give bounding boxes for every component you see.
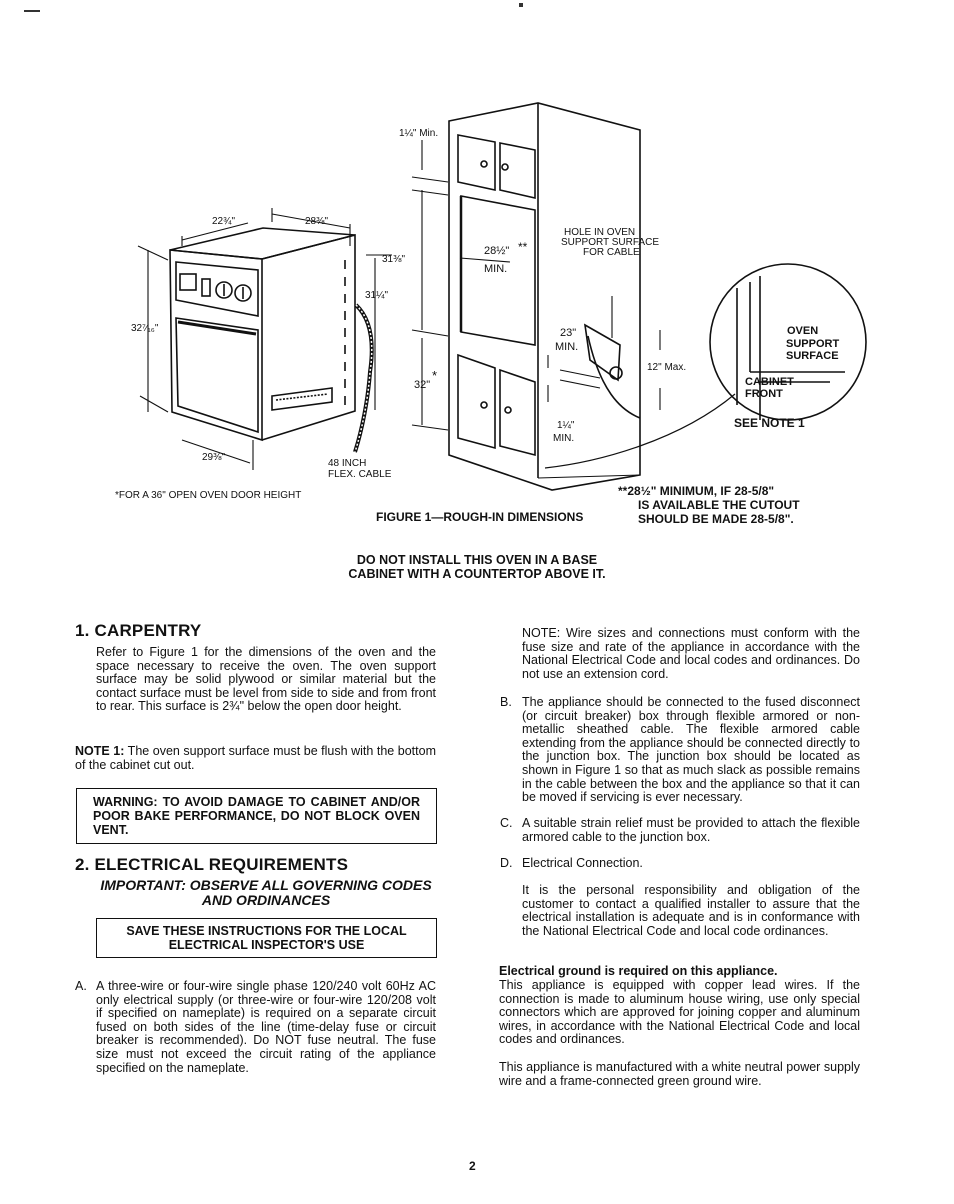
wire-size-note: NOTE: Wire sizes and connections must conform with the fuse size and rate of the appliance in accordance with the National Electrical Code and local codes and ordinances. Do not use an extension cord. <box>522 626 860 681</box>
dim-28-375: 28⅜" <box>305 216 329 227</box>
dim-22-75: 22¾" <box>212 216 236 227</box>
carpentry-body: Refer to Figure 1 for the dimensions of the oven and the space necessary to receive the oven. The oven support surface may be solid plywood or similar material but the contact surface must be level from side to side and from front to rear. This surface is 2¾" below the open door height. <box>96 645 436 714</box>
save-instructions-text: SAVE THESE INSTRUCTIONS FOR THE LOCAL ELECTRICAL INSPECTOR'S USE <box>126 924 407 952</box>
note-label: NOTE 1: <box>75 744 125 758</box>
cable-label-2: FLEX. CABLE <box>328 469 392 480</box>
item-a-label: A. <box>75 979 87 993</box>
dim-31-375: 31⅜" <box>382 254 406 265</box>
dim-28-5-stars: ** <box>518 240 528 254</box>
hole-label-2: SUPPORT SURFACE <box>561 237 659 248</box>
detail-circle <box>545 264 866 468</box>
dim-23: 23" <box>560 327 577 339</box>
footnote-2-line1: **28½" MINIMUM, IF 28-5/8" <box>618 484 775 498</box>
neutral-wire-paragraph: This appliance is manufactured with a white neutral power supply wire and a frame-connected green ground wire. <box>499 1060 860 1088</box>
save-instructions-box <box>96 918 437 958</box>
item-c-text: A suitable strain relief must be provided to attach the flexible armored cable to the junction box. <box>522 816 860 844</box>
dim-23-min: MIN. <box>555 341 579 353</box>
important-line2: AND ORDINANCES <box>201 892 331 908</box>
page-number: 2 <box>469 1159 476 1173</box>
item-d-label: D. <box>500 856 513 870</box>
oven-support-label-1: OVEN <box>787 325 819 337</box>
dim-28-5-min: MIN. <box>484 263 508 275</box>
dim-31-25: 31¼" <box>365 290 389 301</box>
vent-warning-text: WARNING: TO AVOID DAMAGE TO CABINET AND/OR POOR BAKE PERFORMANCE, DO NOT BLOCK OVEN VENT. <box>93 795 420 837</box>
install-warning-line2: CABINET WITH A COUNTERTOP ABOVE IT. <box>348 567 606 581</box>
dim-32-star: * <box>432 368 438 383</box>
item-d-text: Electrical Connection. <box>522 856 643 870</box>
item-b-text: The appliance should be connected to the fused disconnect (or circuit breaker) box through flexible armored or non-metallic sheathed cable. The flexible armored cable extending from the appliance should be connected directly to the junction box. The junction box should be located as shown in Figure 1 so that as much slack as possible remains in the cable between the box and the appliance so that it can be moved if servicing is ever necessary. <box>522 695 860 805</box>
ground-heading: Electrical ground is required on this appliance. <box>499 964 778 978</box>
cabinet-front-label-2: FRONT <box>745 388 783 400</box>
see-note-1: SEE NOTE 1 <box>734 416 805 430</box>
cabinet-drawing <box>449 103 640 490</box>
dim-1-25-lower: 1¼" <box>557 420 575 431</box>
oven-support-label-3: SURFACE <box>786 350 839 362</box>
note-text: The oven support surface must be flush with the bottom of the cabinet cut out. <box>75 744 436 772</box>
electrical-heading: 2. ELECTRICAL REQUIREMENTS <box>75 855 349 874</box>
vent-warning-box <box>76 788 437 844</box>
dim-28-5: 28½" <box>484 245 510 257</box>
dim-12-max: 12" Max. <box>647 362 687 373</box>
dim-29-375: 29⅜" <box>202 452 226 463</box>
figure-caption: FIGURE 1—ROUGH-IN DIMENSIONS <box>376 510 584 524</box>
dim-32: 32" <box>414 379 431 391</box>
footnote-2-line3: SHOULD BE MADE 28-5/8". <box>638 512 794 526</box>
dim-1-25-min: 1¼" Min. <box>399 128 439 139</box>
dim-1-25-lower-min: MIN. <box>553 433 575 444</box>
item-a-text: A three-wire or four-wire single phase 120/240 volt 60Hz AC only electrical supply (or three-wire or four-wire 120/208 volt if specified on nameplate) is required on a separate circuit fused on both sides of the line (time-delay fuse or circuit breaker is recommended). Do NOT fuse neutral. The fuse size must not exceed the circuit rating of the appliance specified on the nameplate. <box>96 979 436 1075</box>
hole-label-3: FOR CABLE <box>583 247 640 258</box>
footnote-2-line2: IS AVAILABLE THE CUTOUT <box>638 498 800 512</box>
important-line1: IMPORTANT: OBSERVE ALL GOVERNING CODES <box>100 877 432 893</box>
oven-support-label-2: SUPPORT <box>786 338 840 350</box>
responsibility-paragraph: It is the personal responsibility and obligation of the customer to contact a qualified installer to assure that the electrical installation is adequate and is in conformance with the National Electrical Code and local code ordinances. <box>522 883 860 938</box>
item-c-label: C. <box>500 816 513 830</box>
dim-32-7-16: 32⁷⁄₁₆" <box>131 323 159 334</box>
item-b-label: B. <box>500 695 512 709</box>
cabinet-front-label-1: CABINET <box>745 376 794 388</box>
install-warning-line1: DO NOT INSTALL THIS OVEN IN A BASE <box>356 553 598 567</box>
oven-drawing <box>170 228 372 452</box>
footnote-star: *FOR A 36" OPEN OVEN DOOR HEIGHT <box>115 490 302 501</box>
ground-paragraph: This appliance is equipped with copper lead wires. If the connection is made to aluminum house wiring, use only special connectors which are approved for joining copper and aluminum wires, in accordance with the National Electrical Code and local codes and ordinances. <box>499 978 860 1047</box>
carpentry-heading: 1. CARPENTRY <box>75 621 202 640</box>
hole-label-1: HOLE IN OVEN <box>564 227 636 238</box>
carpentry-note <box>75 745 436 772</box>
cable-label-1: 48 INCH <box>328 458 367 469</box>
rough-in-figure <box>0 0 954 520</box>
